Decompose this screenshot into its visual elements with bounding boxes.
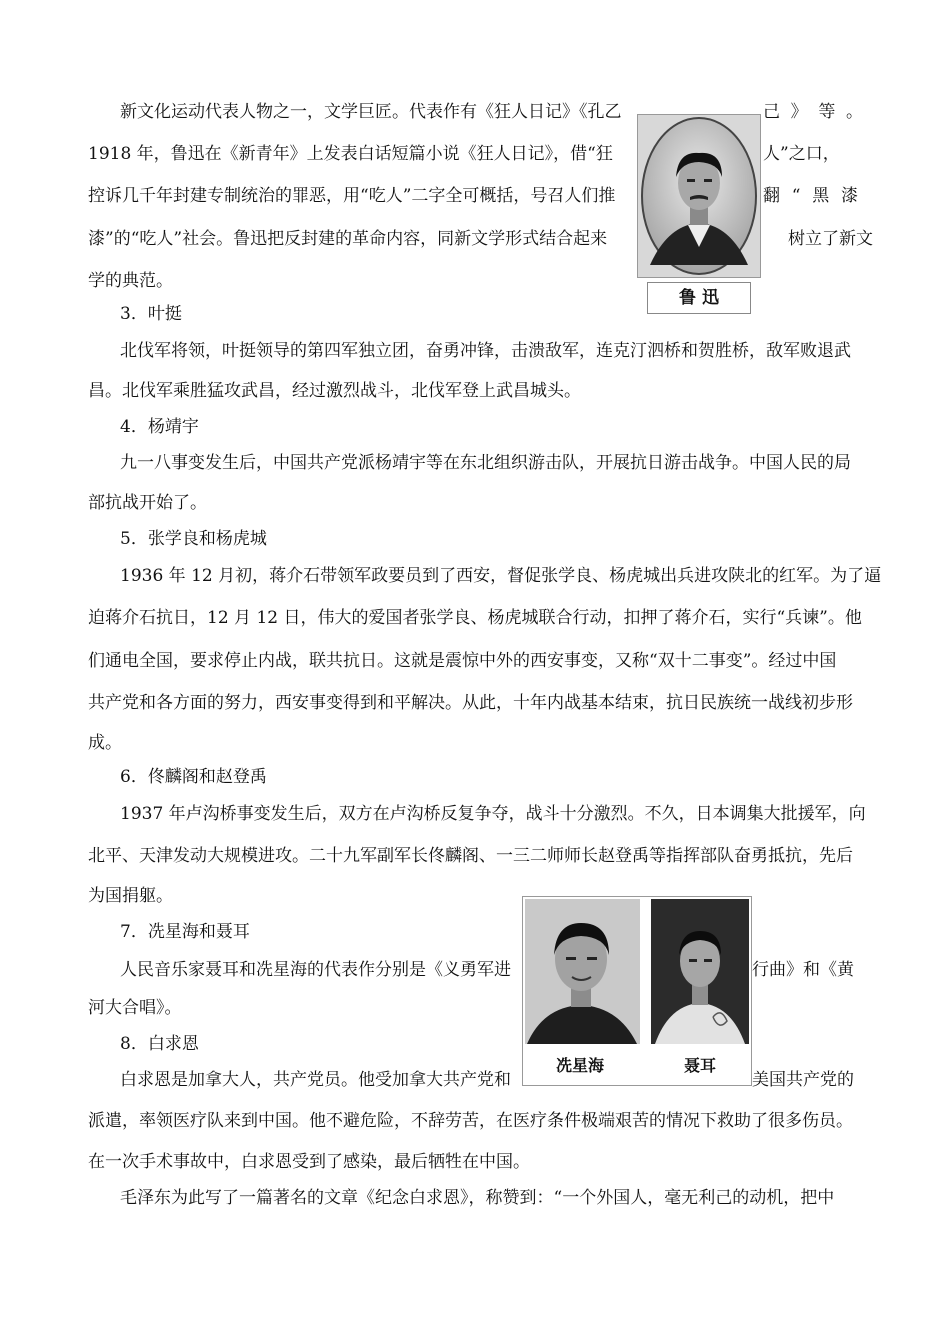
s3-line-1: 北伐军将领，叶挺领导的第四军独立团，奋勇冲锋，击溃敌军，连克汀泗桥和贺胜桥，敌军败退武 xyxy=(120,341,851,361)
s8-line-4: 毛泽东为此写了一篇著名的文章《纪念白求恩》，称赞到：“一个外国人，毫无利己的动机，把中 xyxy=(120,1188,835,1208)
s5-line-4: 共产党和各方面的努力，西安事变得到和平解决。从此，十年内战基本结束，抗日民族统一战线初步形 xyxy=(88,693,853,713)
intro-1b-char: 。 xyxy=(845,102,863,122)
s5-line-5: 成。 xyxy=(88,733,122,753)
intro-1b-char: 己 xyxy=(763,102,780,122)
intro-line-1a: 新文化运动代表人物之一，文学巨匠。代表作有《狂人日记》《孔乙 xyxy=(120,102,622,122)
s8-line-2: 派遣，率领医疗队来到中国。他不避危险，不辞劳苦，在医疗条件极端艰苦的情况下救助了很多伤员。 xyxy=(88,1111,853,1131)
s6-heading: 6．佟麟阁和赵登禹 xyxy=(120,767,267,787)
intro-4b-char: 立 xyxy=(805,229,822,249)
intro-1b-char: 》 xyxy=(790,102,808,122)
xian-xinghai-caption: 冼星海 xyxy=(555,1056,604,1075)
intro-3b-char: 翻 xyxy=(763,186,780,206)
s4-heading: 4．杨靖宇 xyxy=(120,417,199,437)
s4-line-2: 部抗战开始了。 xyxy=(88,493,207,513)
intro-4b-char: 新 xyxy=(839,229,856,249)
s6-line-3: 为国捐躯。 xyxy=(88,886,173,906)
s8-line-1b: 美国共产党的 xyxy=(752,1070,854,1090)
nie-er-caption: 聂耳 xyxy=(683,1056,716,1075)
s5-heading: 5．张学良和杨虎城 xyxy=(120,529,267,549)
s7-heading: 7．冼星海和聂耳 xyxy=(120,922,250,942)
intro-3b-char: 漆 xyxy=(841,186,858,206)
s5-line-2: 迫蒋介石抗日，12 月 12 日，伟大的爱国者张学良、杨虎城联合行动，扣押了蒋介石，实行“兵谏”。他 xyxy=(88,608,862,628)
lu-xun-portrait-image xyxy=(638,115,760,277)
s7-line-1b: 行曲》和《黄 xyxy=(752,960,854,980)
s7-line-2: 河大合唱》。 xyxy=(88,998,182,1018)
s8-heading: 8．白求恩 xyxy=(120,1034,199,1054)
intro-line-3a: 控诉几千年封建专制统治的罪恶，用“吃人”二字全可概括，号召人们推 xyxy=(88,186,616,206)
s8-line-3: 在一次手术事故中，白求恩受到了感染，最后牺牲在中国。 xyxy=(88,1152,530,1172)
s4-line-1: 九一八事变发生后，中国共产党派杨靖宇等在东北组织游击队，开展抗日游击战争。中国人民的局 xyxy=(120,453,851,473)
s3-line-2: 昌。北伐军乘胜猛攻武昌，经过激烈战斗，北伐军登上武昌城头。 xyxy=(88,381,581,401)
intro-4b-char: 文 xyxy=(856,229,873,249)
lu-xun-caption: 鲁 迅 xyxy=(647,282,751,314)
intro-line-4a: 漆”的“吃人”社会。鲁迅把反封建的革命内容，同新文学形式结合起来 xyxy=(88,229,608,249)
intro-line-1b xyxy=(763,102,863,122)
intro-line-4b xyxy=(788,229,873,249)
intro-line-5: 学的典范。 xyxy=(88,271,173,291)
s5-line-1: 1936 年 12 月初，蒋介石带领军政要员到了西安，督促张学良、杨虎城出兵进攻陕北的红军。为了逼 xyxy=(120,566,882,586)
intro-line-2b: 人”之口， xyxy=(763,144,840,164)
intro-3b-char: 黑 xyxy=(812,186,830,206)
intro-line-2a: 1918 年，鲁迅在《新青年》上发表白话短篇小说《狂人日记》，借“狂 xyxy=(88,144,613,164)
intro-4b-char: 树 xyxy=(788,229,805,249)
s7-line-1a: 人民音乐家聂耳和冼星海的代表作分别是《义勇军进 xyxy=(120,960,511,980)
s8-line-1a: 白求恩是加拿大人，共产党员。他受加拿大共产党和 xyxy=(120,1070,511,1090)
intro-1b-char: 等 xyxy=(818,102,836,122)
intro-4b-char: 了 xyxy=(822,229,839,249)
lu-xun-photo xyxy=(637,114,761,278)
s5-line-3: 们通电全国，要求停止内战，联共抗日。这就是震惊中外的西安事变，又称“双十二事变”。经过中国 xyxy=(88,651,837,671)
s6-line-1: 1937 年卢沟桥事变发生后，双方在卢沟桥反复争夺，战斗十分激烈。不久，日本调集大批援军，向 xyxy=(120,804,866,824)
s6-line-2: 北平、天津发动大规模进攻。二十九军副军长佟麟阁、一三二师师长赵登禹等指挥部队奋勇抵抗，先后 xyxy=(88,846,853,866)
s3-heading: 3．叶挺 xyxy=(120,304,182,324)
intro-3b-char: “ xyxy=(791,186,801,206)
intro-line-3b xyxy=(763,186,858,206)
